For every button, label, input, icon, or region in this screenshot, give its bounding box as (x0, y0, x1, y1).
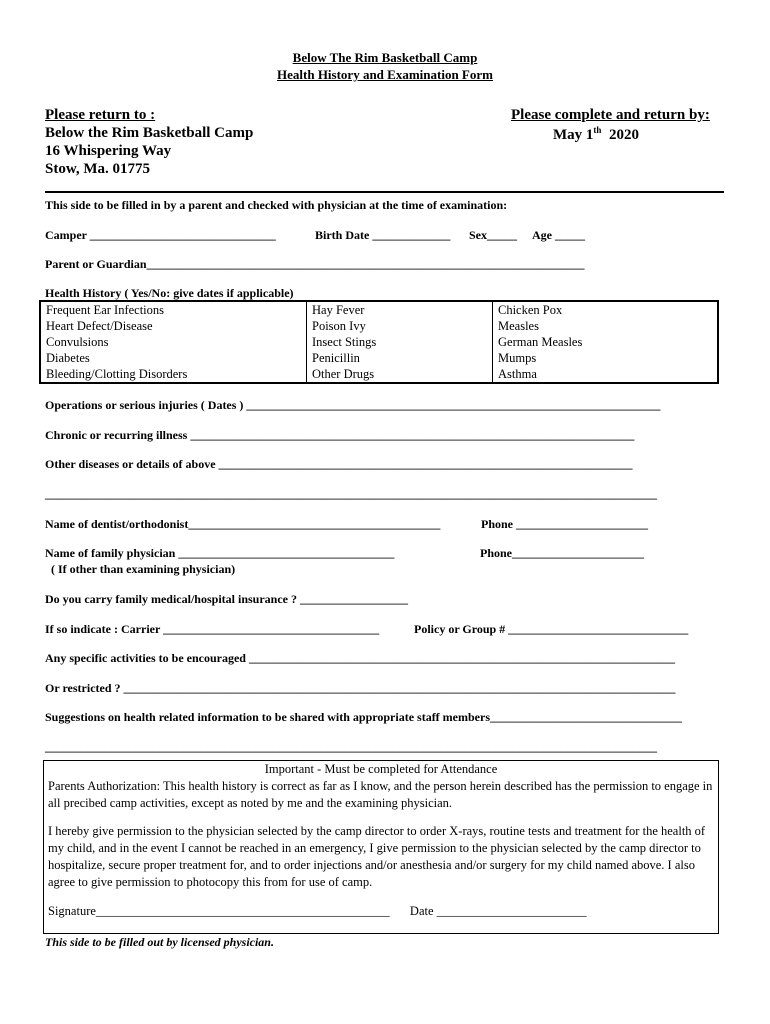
notice-heading: Important - Must be completed for Attendance (264, 762, 498, 776)
return-address-line2: 16 Whispering Way (45, 143, 172, 159)
form-title: Below The Rim Basketball Camp (292, 50, 478, 65)
encouraged-activities-field[interactable]: Any specific activities to be encouraged _______________________________________________________________________ (45, 651, 675, 665)
condition-cell[interactable]: Heart Defect/Disease (46, 319, 153, 333)
deadline-date: May 1th 2020 (553, 125, 639, 143)
condition-cell[interactable]: Diabetes (46, 351, 90, 365)
condition-cell[interactable]: Asthma (493, 366, 719, 383)
condition-cell[interactable]: Penicillin (307, 350, 493, 366)
return-address-line3: Stow, Ma. 01775 (45, 161, 150, 177)
condition-cell[interactable]: Poison Ivy (307, 318, 493, 334)
condition-cell[interactable]: Chicken Pox (493, 301, 719, 318)
staff-suggestions-field[interactable]: Suggestions on health related information to be shared with appropriate staff members________________________________ (45, 710, 682, 724)
carrier-field[interactable]: If so indicate : Carrier ____________________________________ (45, 622, 380, 636)
condition-cell[interactable]: Convulsions (46, 335, 109, 349)
age-field[interactable]: Age _____ (532, 228, 585, 242)
table-row (40, 350, 718, 366)
header-divider (45, 191, 724, 193)
condition-cell[interactable]: Mumps (493, 350, 719, 366)
other-diseases-field[interactable]: Other diseases or details of above _____________________________________________________________________ (45, 457, 633, 471)
form-subtitle: Health History and Examination Form (277, 67, 493, 82)
condition-cell[interactable]: Insect Stings (307, 334, 493, 350)
dentist-field[interactable]: Name of dentist/orthodonist__________________________________________ (45, 517, 441, 531)
condition-cell[interactable]: Bleeding/Clotting Disorders (46, 367, 188, 381)
table-row (40, 301, 718, 318)
signature-date-field[interactable]: Date ________________________ (409, 904, 587, 918)
camper-field[interactable]: Camper _______________________________ (45, 228, 276, 242)
condition-cell[interactable]: German Measles (493, 334, 719, 350)
operations-field[interactable]: Operations or serious injuries ( Dates ) _____________________________________________________________________ (45, 398, 661, 412)
instruction-text: This side to be filled in by a parent and checked with physician at the time of examination: (45, 198, 508, 212)
health-history-label: Health History ( Yes/No: give dates if applicable) (45, 286, 294, 300)
table-row (40, 334, 718, 350)
condition-cell[interactable]: Frequent Ear Infections (46, 303, 165, 317)
condition-cell[interactable]: Measles (493, 318, 719, 334)
table-row (40, 366, 718, 383)
parent-authorization-box (43, 760, 719, 934)
parent-guardian-field[interactable]: Parent or Guardian_________________________________________________________________________ (45, 257, 585, 271)
chronic-illness-field[interactable]: Chronic or recurring illness __________________________________________________________________________ (45, 428, 635, 442)
other-diseases-continued-line[interactable]: ______________________________________________________________________________________________________ (45, 487, 657, 501)
physician-side-note: This side to be filled out by licensed physician. (45, 935, 274, 949)
dentist-phone-field[interactable]: Phone ______________________ (481, 517, 649, 531)
health-history-table (39, 300, 719, 384)
return-address-line1: Below the Rim Basketball Camp (45, 125, 254, 141)
authorization-paragraph: Parents Authorization: This health history is correct as far as I know, and the person herein described has the permission to engage in all precibed camp activities, except as noted by me and the examining physician. (48, 779, 713, 810)
deadline-label: Please complete and return by: (511, 107, 710, 123)
birth-date-field[interactable]: Birth Date _____________ (315, 228, 451, 242)
permission-paragraph: I hereby give permission to the physician selected by the camp director to order X-rays, routine tests and treatment for the health of my child, and in the event I cannot be reached in an emergency, I give permission to the physician selected by the camp director to hospitalize, secure proper treatment for, and to order injections and/or anesthesia and/or surgery for my child named above. I also agree to give permission to photocopy this from for use of camp. (48, 824, 706, 889)
policy-group-field[interactable]: Policy or Group # ______________________________ (414, 622, 689, 636)
restricted-activities-field[interactable]: Or restricted ? ____________________________________________________________________________________________ (45, 681, 676, 695)
sex-field[interactable]: Sex_____ (469, 228, 517, 242)
condition-cell[interactable]: Hay Fever (307, 301, 493, 318)
table-row (40, 318, 718, 334)
return-to-label: Please return to : (45, 107, 156, 123)
suggestions-continued-line[interactable]: ______________________________________________________________________________________________________ (45, 740, 657, 754)
signature-field[interactable]: Signature_______________________________________________ (48, 904, 390, 918)
insurance-field[interactable]: Do you carry family medical/hospital insurance ? __________________ (45, 592, 408, 606)
condition-cell[interactable]: Other Drugs (307, 366, 493, 383)
physician-note: ( If other than examining physician) (51, 562, 236, 576)
family-physician-field[interactable]: Name of family physician ____________________________________ (45, 546, 395, 560)
physician-phone-field[interactable]: Phone______________________ (480, 546, 645, 560)
